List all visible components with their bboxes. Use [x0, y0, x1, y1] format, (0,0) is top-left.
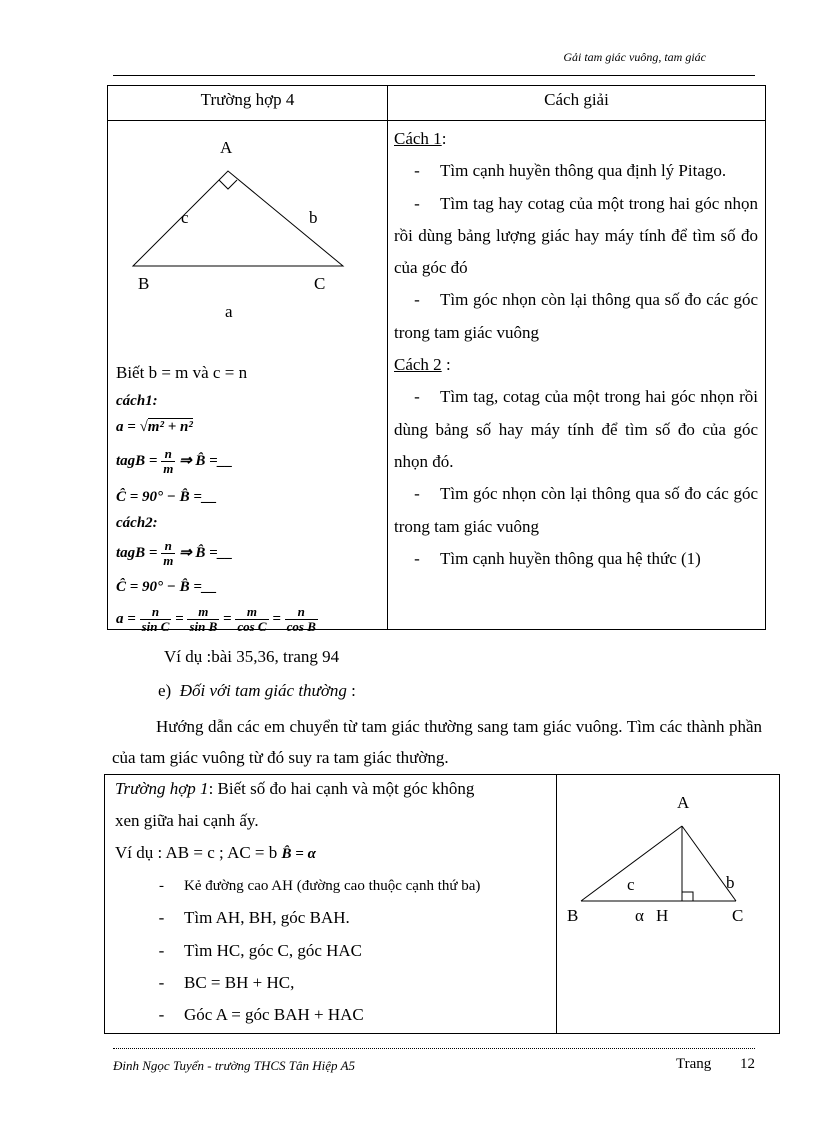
- label-b-vertex: B: [138, 274, 150, 293]
- step-5: Tìm góc nhọn còn lại thông qua số đo các góc trong tam giác vuông: [394, 484, 758, 536]
- label-b-vertex: B: [567, 906, 579, 925]
- step-6: Tìm cạnh huyền thông qua hệ thức (1): [440, 548, 701, 568]
- formula-hypotenuse: a = √m² + n²: [116, 419, 193, 435]
- label-c-vertex: C: [314, 274, 326, 293]
- case1-left-cell: [105, 775, 557, 1034]
- formula-c1: Ĉ = 90° − B̂ =__: [116, 489, 217, 505]
- case1-title-cont: xen giữa hai cạnh ấy.: [115, 811, 259, 830]
- label-c: c: [627, 875, 635, 894]
- guide-paragraph: Hướng dẫn các em chuyển từ tam giác thường sang tam giác vuông. Tìm các thành phần của tam giác vuông từ đó suy ra tam giác thường.: [112, 717, 762, 767]
- case1-table: [104, 774, 780, 1034]
- label-c-vertex: C: [732, 906, 744, 925]
- right-angle-mark: [219, 180, 237, 189]
- right-angle-mark-h: [682, 892, 693, 901]
- case4-table: [107, 85, 766, 634]
- formula-sine-law: a = $\frac{n}{\text{sin C}}$ = $\frac{m}{\text{sin B}}$ = $\frac{m}{\text{cos C}}$ = $\frac{n}{\text{cos B}}$: [116, 604, 316, 634]
- label-b-side: b: [309, 208, 318, 227]
- cach1-label: cách1:: [116, 393, 158, 409]
- formula-c2: Ĉ = 90° − B̂ =__: [116, 579, 217, 595]
- step-1: Tìm cạnh huyền thông qua định lý Pitago.: [440, 161, 727, 181]
- case1-right-cell: [557, 775, 780, 1034]
- given-text: Biết b = m và c = n: [116, 363, 248, 382]
- case1-title: Trường hợp 1: Biết số đo hai cạnh và một góc không: [115, 779, 475, 798]
- label-a: A: [677, 793, 690, 812]
- step-find-ah: - Tìm AH, BH, góc BAH.: [158, 908, 350, 927]
- solution-text: Cách 1: - Tìm cạnh huyền thông qua định lý Pitago. - Tìm tag hay cotag của một trong hai góc nhọn rồi dùng bảng lượng giác hay máy tính để tìm số đo của góc đó - Tìm góc nhọn còn lại thông qua số đo các góc trong tam giác vuông Cách 2 : - Tìm tag, cotag của một trong hai góc nhọn rồi dùng bảng số hay máy tính để tìm số đo của góc nhọn đó. - Tìm góc nhọn còn lại thông qua số đo các góc trong tam giác vuông - Tìm cạnh huyền thông qua hệ thức (1): [394, 129, 758, 568]
- step-4: Tìm tag, cotag của một trong hai góc nhọn rồi dùng bảng số hay máy tính để tìm số đo của góc nhọn đó.: [394, 387, 758, 471]
- step-2: Tìm tag hay cotag của một trong hai góc nhọn rồi dùng bảng lượng giác hay máy tính để tìm số đo của góc đó: [394, 193, 758, 278]
- cach2-label: cách2:: [116, 515, 158, 531]
- step-3: Tìm góc nhọn còn lại thông qua số đo các góc trong tam giác vuông: [394, 290, 758, 342]
- label-h: H: [656, 906, 669, 925]
- footer-author: Đinh Ngọc Tuyển - trường THCS Tân Hiệp A5: [113, 1058, 356, 1073]
- step-find-hc: - Tìm HC, góc C, góc HAC: [158, 941, 363, 960]
- step-angle-a: - Góc A = góc BAH + HAC: [158, 1005, 364, 1024]
- label-a-vertex: A: [220, 138, 233, 157]
- step-draw-altitude: - Kẻ đường cao AH (đường cao thuộc cạnh thứ ba): [159, 878, 481, 894]
- section-e: e) Đối với tam giác thường :: [158, 681, 356, 700]
- col1-header: Trường hợp 4: [108, 86, 388, 121]
- header-title: Gải tam giác vuông, tam giác: [563, 50, 706, 64]
- right-triangle-diagram: [108, 121, 387, 321]
- case4-left-cell: [108, 121, 388, 634]
- footer-page-number: 12: [740, 1056, 755, 1072]
- label-alpha: α: [635, 906, 644, 925]
- label-b: b: [726, 873, 735, 892]
- case1-example: Ví dụ : AB = c ; AC = b B̂ = α: [115, 843, 316, 862]
- col2-header: Cách giải: [388, 86, 766, 121]
- label-a-side: a: [225, 302, 233, 321]
- label-c-side: c: [181, 208, 189, 227]
- example-line: Ví dụ :bài 35,36, trang 94: [164, 647, 340, 666]
- header-divider: [113, 75, 755, 76]
- cach2-title: Cách 2: [394, 355, 442, 375]
- step-bc: - BC = BH + HC,: [158, 973, 295, 992]
- footer-page-label: Trang: [676, 1056, 712, 1072]
- formula-tag1: tagB = $\frac{n}{m}$ ⇒ B̂ =__: [116, 446, 233, 476]
- cach1-title: Cách 1: [394, 129, 442, 148]
- formula-tag2: tagB = $\frac{n}{m}$ ⇒ B̂ =__: [116, 538, 233, 568]
- footer-divider: [113, 1048, 755, 1049]
- altitude-triangle-diagram: [557, 775, 781, 945]
- case4-right-cell: [388, 121, 766, 630]
